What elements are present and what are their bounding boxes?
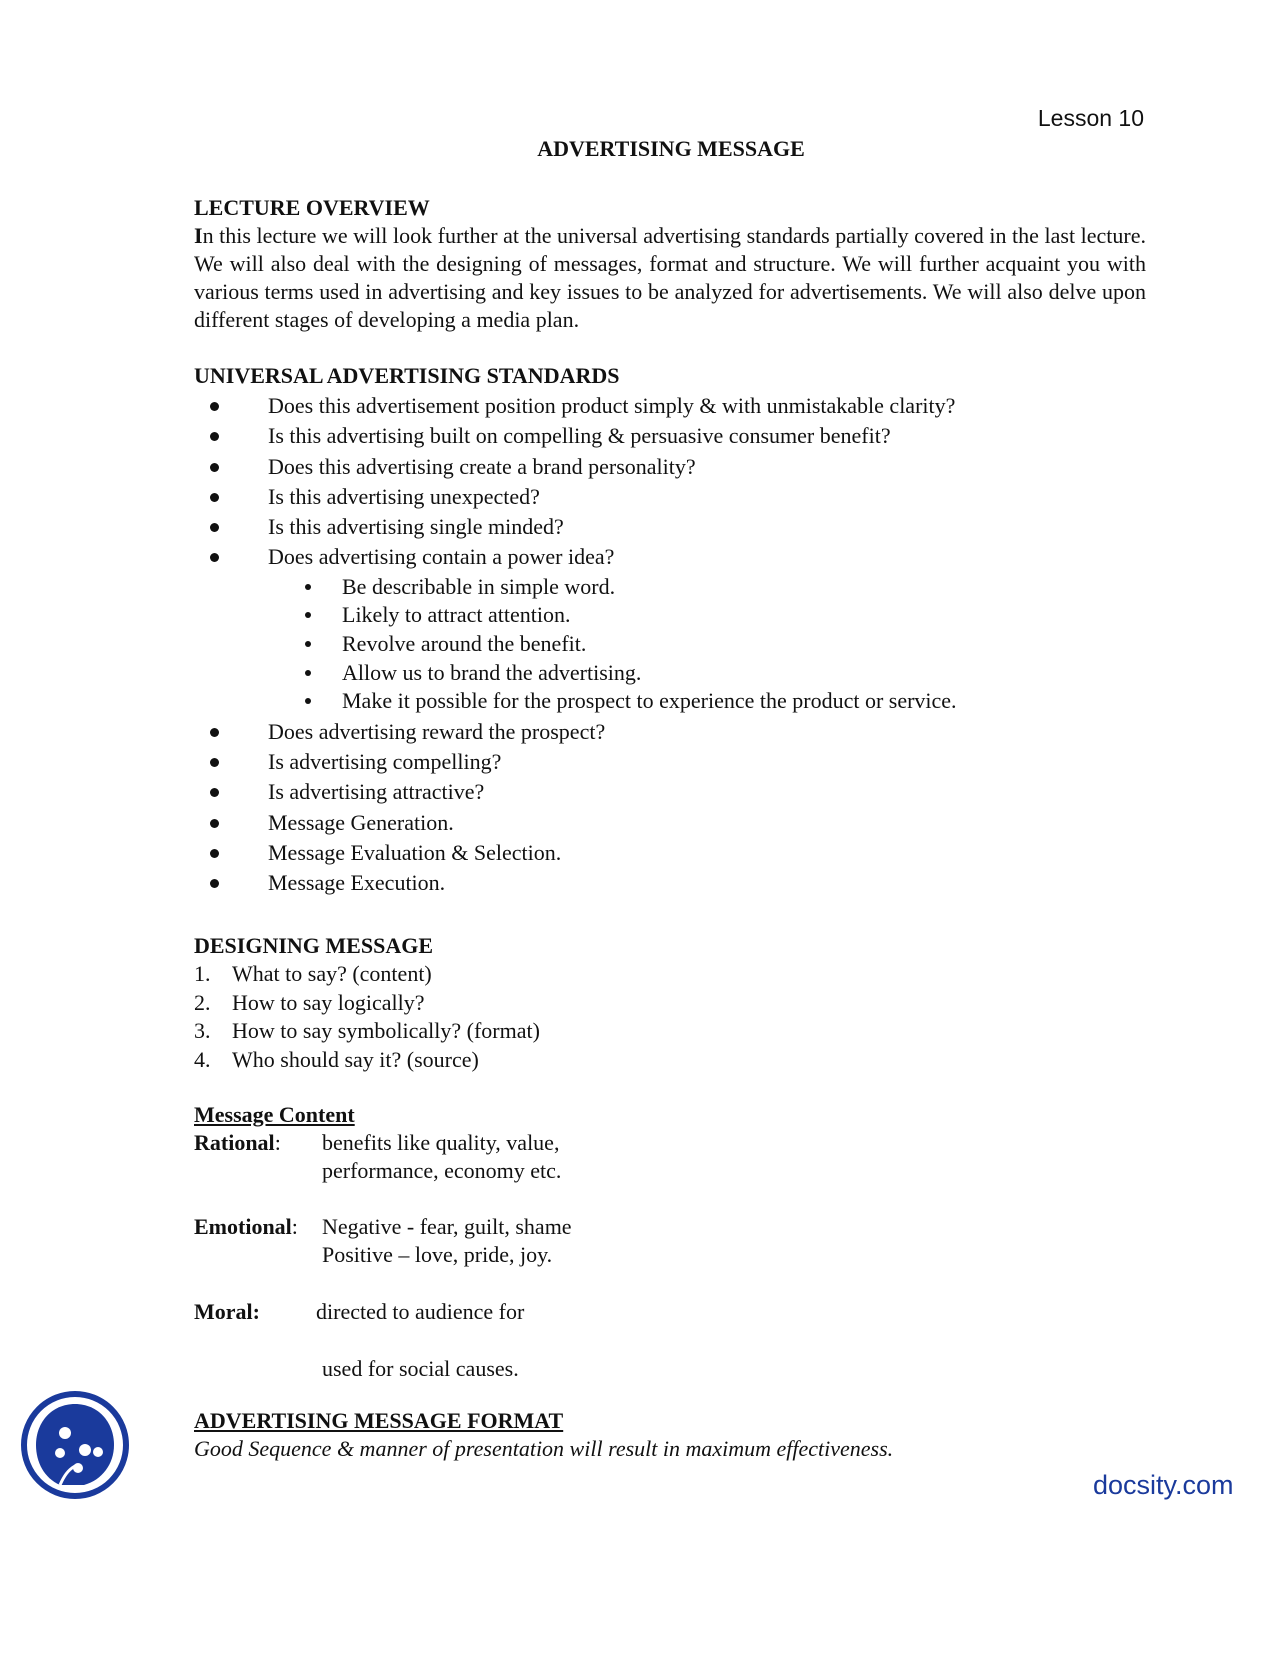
bullet-icon: [210, 758, 219, 767]
sub-list-item: Revolve around the benefit.: [194, 630, 1146, 659]
format-heading: ADVERTISING MESSAGE FORMAT: [194, 1408, 564, 1433]
standards-section: [194, 362, 1146, 899]
list-item: Does advertising reward the prospect?: [194, 717, 1146, 747]
bullet-icon: [210, 432, 219, 441]
page-title: ADVERTISING MESSAGE: [537, 136, 805, 161]
designing-heading: DESIGNING MESSAGE: [194, 933, 434, 958]
emotional-label: Emotional: [194, 1214, 292, 1239]
moral-line-2: used for social causes.: [322, 1356, 519, 1381]
list-item: 1. What to say? (content): [194, 961, 432, 986]
emotional-line-1: Negative - fear, guilt, shame: [322, 1214, 572, 1239]
rational-label: Rational: [194, 1130, 275, 1155]
list-item: Message Execution.: [194, 868, 1146, 898]
bullet-icon: [210, 402, 219, 411]
sub-list-item: Likely to attract attention.: [194, 601, 1146, 630]
bullet-icon: [210, 788, 219, 797]
list-item: Is advertising attractive?: [194, 777, 1146, 807]
list-item: Does this advertising create a brand personality?: [194, 452, 1146, 482]
overview-section: [194, 194, 1146, 222]
list-item: Message Evaluation & Selection.: [194, 838, 1146, 868]
sub-bullet-icon: [305, 584, 311, 590]
list-item: Is this advertising single minded?: [194, 512, 1146, 542]
sub-bullet-icon: [305, 698, 311, 704]
list-item: Is advertising compelling?: [194, 747, 1146, 777]
lesson-number: Lesson 10: [1037, 105, 1144, 131]
moral-label: Moral:: [194, 1299, 260, 1324]
sub-bullet-icon: [305, 641, 311, 647]
designing-section: [194, 932, 1146, 1074]
emotional-line-2: Positive – love, pride, joy.: [322, 1242, 553, 1267]
emotional-row: Emotional: Negative - fear, guilt, shame: [194, 1213, 298, 1241]
overview-heading: LECTURE OVERVIEW: [194, 195, 430, 220]
docsity-ladybug-icon: [20, 1390, 130, 1500]
sub-list-item: Allow us to brand the advertising.: [194, 659, 1146, 688]
list-item: 2. How to say logically?: [194, 989, 425, 1015]
list-item: Message Generation.: [194, 808, 1146, 838]
designing-list: [194, 960, 1146, 1074]
standards-list: [194, 391, 1146, 573]
docsity-brand-link[interactable]: docsity.com: [1093, 1470, 1234, 1500]
list-item: 3. How to say symbolically? (format): [194, 1018, 540, 1043]
moral-line-1: directed to audience for: [316, 1299, 525, 1324]
sub-bullet-icon: [305, 670, 311, 676]
list-item: Does advertising contain a power idea?: [194, 542, 1146, 572]
bullet-icon: [210, 493, 219, 502]
list-item: Is this advertising unexpected?: [194, 482, 1146, 512]
sub-list-item: Make it possible for the prospect to experience the product or service.: [194, 687, 1146, 716]
list-item: Does this advertisement position product simply & with unmistakable clarity?: [194, 391, 1146, 421]
standards-list-continued: [194, 717, 1146, 899]
rational-line-1: benefits like quality, value,: [322, 1130, 560, 1155]
bullet-icon: [210, 728, 219, 737]
rational-row: Rational: benefits like quality, value,: [194, 1129, 281, 1157]
list-item: 4. Who should say it? (source): [194, 1046, 479, 1072]
power-idea-sublist: [194, 573, 1146, 716]
bullet-icon: [210, 553, 219, 562]
bullet-icon: [210, 523, 219, 532]
list-item: Is this advertising built on compelling & persuasive consumer benefit?: [194, 421, 1146, 451]
standards-heading: UNIVERSAL ADVERTISING STANDARDS: [194, 363, 620, 388]
sub-bullet-icon: [305, 612, 311, 618]
rational-line-2: performance, economy etc.: [322, 1158, 562, 1183]
overview-paragraph: In this lecture we will look further at the universal advertising standards partially covered in the last lecture. We will also deal with the designing of messages, format and structure. We will further acquaint you with various terms used in advertising and key issues to be analyzed for advertisements. We will also delve upon different stages of developing a media plan.: [194, 223, 1146, 332]
format-text: Good Sequence & manner of presentation will result in maximum effectiveness.: [194, 1436, 894, 1461]
bullet-icon: [210, 879, 219, 888]
bullet-icon: [210, 463, 219, 472]
bullet-icon: [210, 819, 219, 828]
moral-row: [194, 1298, 525, 1326]
message-content-heading: Message Content: [194, 1102, 355, 1127]
sub-list-item: Be describable in simple word.: [194, 573, 1146, 602]
bullet-icon: [210, 849, 219, 858]
